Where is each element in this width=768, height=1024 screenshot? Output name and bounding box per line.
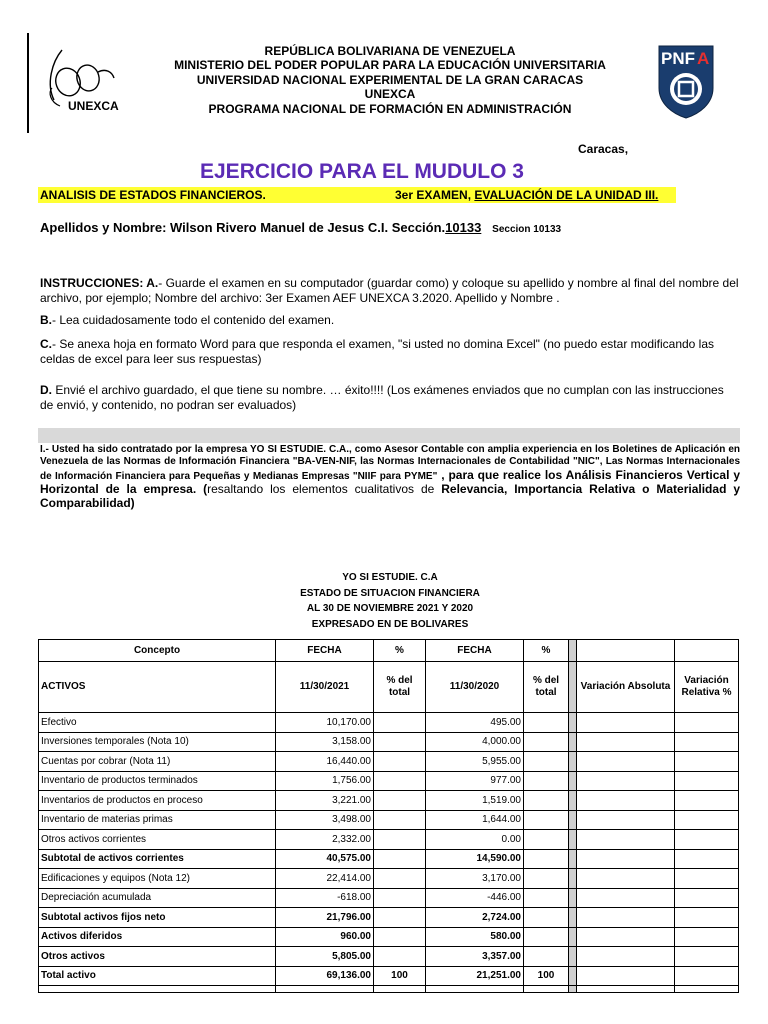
row-variation-absolute [577, 752, 675, 772]
row-concept: Subtotal de activos corrientes [39, 849, 276, 869]
row-pct-2020 [524, 830, 569, 850]
row-variation-absolute [577, 713, 675, 733]
separator-cell [569, 966, 577, 986]
header-blank-2 [675, 640, 739, 662]
row-variation-absolute [577, 869, 675, 889]
row-concept: Efectivo [39, 713, 276, 733]
instruction-c-text: - Se anexa hoja en formato Word para que responda el examen, "si usted no domina Excel" (no puedo estar modificando las celdas de excel para leer sus respuestas) [40, 337, 715, 366]
variation-absolute-label: Variación Absoluta [577, 662, 675, 713]
case-text-2: , para que realice los Análisis Financieros Vertical y Horizontal de la empresa. ( [40, 467, 740, 496]
row-variation-absolute [577, 849, 675, 869]
row-value-2021: 69,136.00 [276, 966, 374, 986]
row-variation-relative [675, 713, 739, 733]
separator-cell [569, 752, 577, 772]
instruction-a-label: INSTRUCCIONES: A. [40, 276, 159, 290]
row-value-2020: 21,251.00 [426, 966, 524, 986]
row-variation-absolute [577, 810, 675, 830]
header-fecha-2020: FECHA [426, 640, 524, 662]
empty-cell [276, 986, 374, 993]
row-value-2021: 22,414.00 [276, 869, 374, 889]
row-concept: Depreciación acumulada [39, 888, 276, 908]
row-value-2020: 0.00 [426, 830, 524, 850]
empty-cell [39, 986, 276, 993]
unit-evaluation: EVALUACIÓN DE LA UNIDAD III. [474, 188, 659, 202]
table-row [39, 966, 739, 986]
row-value-2020: 2,724.00 [426, 908, 524, 928]
table-row [39, 713, 739, 733]
row-variation-absolute [577, 927, 675, 947]
variation-relative-label: Variación Relativa % [675, 662, 739, 713]
table-row [39, 908, 739, 928]
row-value-2020: 580.00 [426, 927, 524, 947]
row-value-2020: 977.00 [426, 771, 524, 791]
instruction-b-label: B. [40, 313, 52, 327]
row-pct-2021 [374, 849, 426, 869]
row-pct-2021 [374, 947, 426, 967]
row-concept: Otros activos [39, 947, 276, 967]
separator-cell [569, 662, 577, 713]
table-row [39, 791, 739, 811]
header-pct-2021: % [374, 640, 426, 662]
header-fecha-2021: FECHA [276, 640, 374, 662]
row-value-2021: 2,332.00 [276, 830, 374, 850]
row-value-2020: 1,644.00 [426, 810, 524, 830]
table-row [39, 947, 739, 967]
row-pct-2020 [524, 927, 569, 947]
empty-cell [524, 986, 569, 993]
instruction-b-text: - Lea cuidadosamente todo el contenido del examen. [52, 313, 335, 327]
date-2020: 11/30/2020 [426, 662, 524, 713]
pnfa-logo-text: PNF [661, 49, 695, 68]
unexca-logo [40, 42, 120, 118]
city-label: Caracas, [578, 142, 629, 156]
row-variation-relative [675, 732, 739, 752]
statement-name: ESTADO DE SITUACION FINANCIERA [300, 587, 480, 599]
separator-cell [569, 888, 577, 908]
row-concept: Otros activos corrientes [39, 830, 276, 850]
statement-heading [200, 570, 580, 632]
student-line [40, 220, 561, 235]
row-value-2020: 4,000.00 [426, 732, 524, 752]
table-row [39, 752, 739, 772]
row-value-2020: 3,170.00 [426, 869, 524, 889]
instruction-a-text: - Guarde el examen en su computador (guardar como) y coloque su apellido y nombre al final del nombre del archivo, por ejemplo; Nombre del archivo: 3er Examen AEF UNEXCA 3.2020. Apellido y Nombre . [40, 276, 739, 305]
date-2021: 11/30/2021 [276, 662, 374, 713]
separator-cell [569, 908, 577, 928]
row-variation-absolute [577, 908, 675, 928]
row-pct-2021 [374, 791, 426, 811]
empty-cell [569, 986, 577, 993]
statement-currency: EXPRESADO EN DE BOLIVARES [311, 618, 469, 630]
empty-cell [426, 986, 524, 993]
name-label: Apellidos y Nombre: [40, 220, 171, 235]
table-row [39, 849, 739, 869]
table-row-empty [39, 986, 739, 993]
row-variation-relative [675, 947, 739, 967]
header-line-republic: REPÚBLICA BOLIVARIANA DE VENEZUELA [264, 44, 516, 58]
pct-total-2021-label: % del total [374, 662, 426, 713]
row-value-2020: 3,357.00 [426, 947, 524, 967]
row-value-2021: 40,575.00 [276, 849, 374, 869]
row-pct-2020 [524, 713, 569, 733]
row-variation-relative [675, 791, 739, 811]
row-pct-2020 [524, 947, 569, 967]
row-concept: Subtotal activos fijos neto [39, 908, 276, 928]
activos-heading: ACTIVOS [39, 662, 276, 713]
instruction-c-label: C. [40, 337, 52, 351]
page-title: EJERCICIO PARA EL MUDULO 3 [200, 160, 524, 183]
row-pct-2020 [524, 849, 569, 869]
empty-cell [374, 986, 426, 993]
separator-cell [569, 713, 577, 733]
row-variation-relative [675, 752, 739, 772]
row-pct-2020: 100 [524, 966, 569, 986]
pct-total-2020-label: % del total [524, 662, 569, 713]
table-row [39, 810, 739, 830]
row-pct-2020 [524, 869, 569, 889]
header-blank-1 [577, 640, 675, 662]
row-concept: Total activo [39, 966, 276, 986]
case-text-1: I.- Usted ha sido contratado por la empresa YO SI ESTUDIE. C.A., como Asesor Contable con amplia experiencia en los Boletines de Aplicación en Venezuela de las Normas de Información Financiera "BA-VEN-NIF, las Normas Internacionales de Contabilidad "NIC", Las Normas Internacionales de Información Financiera para Pequeñas y Medianas Empresas "NIIF para PYME" [40, 444, 740, 482]
instruction-b [40, 313, 740, 328]
row-concept: Cuentas por cobrar (Nota 11) [39, 752, 276, 772]
unexca-logo-text: UNEXCA [68, 99, 119, 113]
table-header-row [39, 640, 739, 662]
row-variation-relative [675, 771, 739, 791]
section-note: Seccion 10133 [492, 224, 562, 235]
separator-cell [569, 927, 577, 947]
separator-cell [569, 640, 577, 662]
row-pct-2021 [374, 810, 426, 830]
row-concept: Inventario de materias primas [39, 810, 276, 830]
row-pct-2021 [374, 771, 426, 791]
table-row [39, 732, 739, 752]
row-variation-absolute [577, 888, 675, 908]
row-variation-relative [675, 908, 739, 928]
table-row [39, 771, 739, 791]
header-pct-2020: % [524, 640, 569, 662]
row-variation-relative [675, 927, 739, 947]
exam-label [395, 187, 658, 203]
row-pct-2021 [374, 732, 426, 752]
separator-cell [569, 849, 577, 869]
header-line-ministry: MINISTERIO DEL PODER POPULAR PARA LA EDUCACIÓN UNIVERSITARIA [174, 58, 606, 73]
row-variation-relative [675, 966, 739, 986]
row-pct-2020 [524, 810, 569, 830]
row-pct-2021 [374, 830, 426, 850]
header-line-program: PROGRAMA NACIONAL DE FORMACIÓN EN ADMINISTRACIÓN [208, 101, 572, 116]
row-concept: Inversiones temporales (Nota 10) [39, 732, 276, 752]
row-pct-2020 [524, 908, 569, 928]
header-line-unexca: UNEXCA [364, 87, 416, 102]
margin-line [27, 33, 29, 133]
instruction-d-label: D. [40, 383, 52, 397]
table-row [39, 869, 739, 889]
row-pct-2021 [374, 869, 426, 889]
row-variation-relative [675, 830, 739, 850]
subject-label: ANALISIS DE ESTADOS FINANCIEROS. [40, 188, 266, 202]
row-value-2020: 5,955.00 [426, 752, 524, 772]
row-pct-2021 [374, 908, 426, 928]
row-value-2021: 21,796.00 [276, 908, 374, 928]
row-value-2020: 14,590.00 [426, 849, 524, 869]
row-value-2020: 495.00 [426, 713, 524, 733]
row-variation-relative [675, 849, 739, 869]
row-value-2021: 960.00 [276, 927, 374, 947]
instruction-a [40, 276, 740, 306]
separator-cell [569, 869, 577, 889]
statement-date: AL 30 DE NOVIEMBRE 2021 Y 2020 [306, 603, 474, 615]
row-variation-absolute [577, 771, 675, 791]
pnfa-logo-letter: A [697, 49, 710, 68]
row-concept: Inventarios de productos en proceso [39, 791, 276, 811]
row-variation-absolute [577, 947, 675, 967]
row-value-2021: 3,158.00 [276, 732, 374, 752]
separator-cell [569, 771, 577, 791]
statement-company: YO SI ESTUDIE. C.A [342, 572, 438, 583]
empty-cell [577, 986, 675, 993]
row-pct-2020 [524, 888, 569, 908]
row-concept: Inventario de productos terminados [39, 771, 276, 791]
gray-divider [38, 428, 740, 443]
table-subheader-row [39, 662, 739, 713]
balance-sheet-table [38, 639, 739, 993]
row-value-2020: -446.00 [426, 888, 524, 908]
row-value-2021: 10,170.00 [276, 713, 374, 733]
instruction-d [40, 383, 740, 413]
pnfa-logo [655, 42, 717, 120]
row-pct-2021 [374, 927, 426, 947]
row-pct-2020 [524, 791, 569, 811]
row-value-2021: 3,498.00 [276, 810, 374, 830]
row-value-2020: 1,519.00 [426, 791, 524, 811]
row-pct-2021 [374, 888, 426, 908]
row-value-2021: -618.00 [276, 888, 374, 908]
header-concept: Concepto [39, 640, 276, 662]
separator-cell [569, 791, 577, 811]
row-variation-absolute [577, 966, 675, 986]
separator-cell [569, 947, 577, 967]
case-text-4: Relevancia, Importancia Relativa o Materialidad y Comparabilidad) [40, 481, 741, 511]
row-value-2021: 1,756.00 [276, 771, 374, 791]
row-variation-absolute [577, 791, 675, 811]
row-pct-2021 [374, 713, 426, 733]
table-row [39, 888, 739, 908]
row-variation-relative [675, 810, 739, 830]
separator-cell [569, 830, 577, 850]
exam-prefix: 3er EXAMEN, [395, 188, 475, 202]
row-pct-2021 [374, 752, 426, 772]
separator-cell [569, 732, 577, 752]
row-variation-relative [675, 888, 739, 908]
section-number: 10133 [445, 220, 482, 235]
ci-section-label: C.I. Sección. [364, 220, 446, 235]
case-text-3: resaltando los elementos cualitativos de [207, 481, 442, 496]
case-paragraph [40, 444, 740, 511]
instruction-d-text: Envié el archivo guardado, el que tiene su nombre. … éxito!!!! (Los exámenes enviados que no cumplan con las instrucciones de envió, y contenido, no podran ser evaluados) [40, 383, 724, 412]
row-concept: Activos diferidos [39, 927, 276, 947]
student-name: Wilson Rivero Manuel de Jesus [170, 220, 365, 235]
row-variation-absolute [577, 830, 675, 850]
table-row [39, 927, 739, 947]
exam-highlight-bar [38, 187, 676, 203]
institution-header [130, 44, 650, 116]
separator-cell [569, 810, 577, 830]
instruction-c [40, 337, 740, 367]
row-concept: Edificaciones y equipos (Nota 12) [39, 869, 276, 889]
row-pct-2021: 100 [374, 966, 426, 986]
row-variation-relative [675, 869, 739, 889]
header-line-university: UNIVERSIDAD NACIONAL EXPERIMENTAL DE LA GRAN CARACAS [196, 72, 584, 87]
row-value-2021: 16,440.00 [276, 752, 374, 772]
row-value-2021: 5,805.00 [276, 947, 374, 967]
row-pct-2020 [524, 752, 569, 772]
empty-cell [675, 986, 739, 993]
row-value-2021: 3,221.00 [276, 791, 374, 811]
row-pct-2020 [524, 732, 569, 752]
row-pct-2020 [524, 771, 569, 791]
row-variation-absolute [577, 732, 675, 752]
table-row [39, 830, 739, 850]
